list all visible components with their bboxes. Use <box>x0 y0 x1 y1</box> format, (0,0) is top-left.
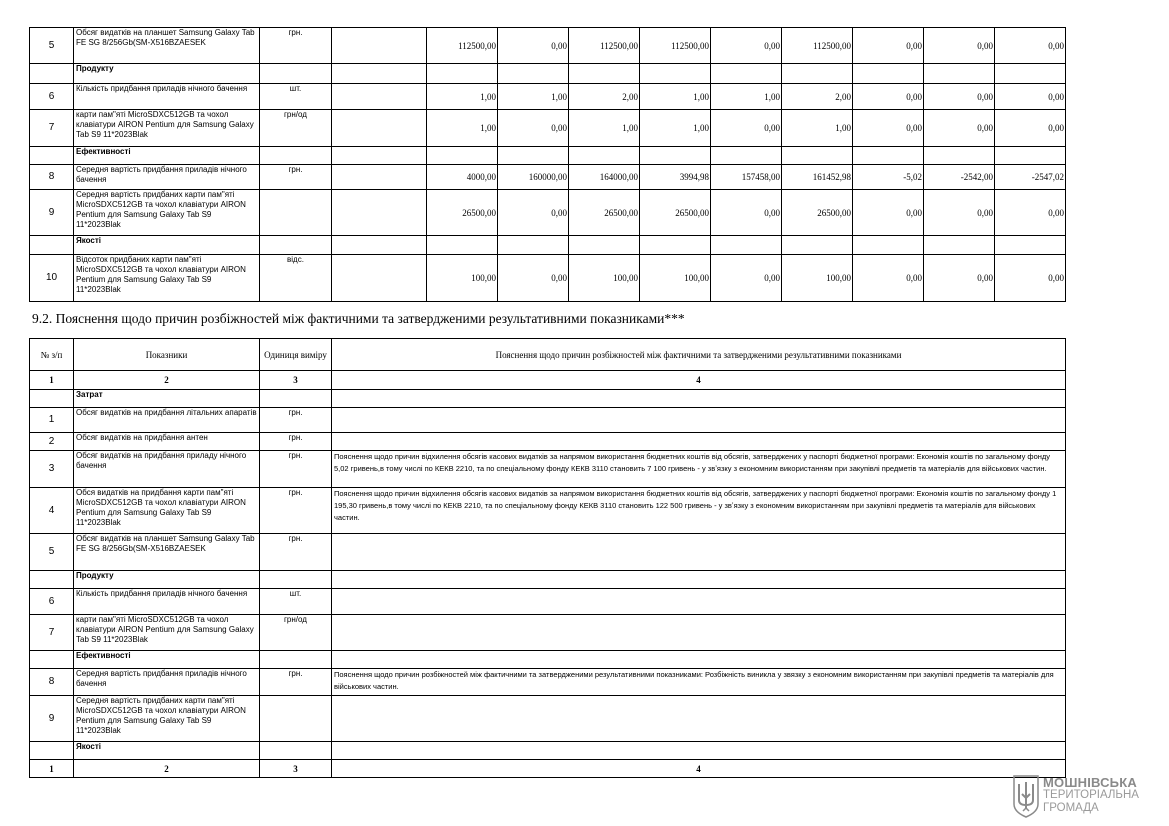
indicator-name: карти пам"яті MicroSDXC512GB та чохол клавіатури AIRON Pentium для Samsung Galaxy Tab S9 11*2023Blak <box>74 110 260 147</box>
indicator-name: карти пам"яті MicroSDXC512GB та чохол клавіатури AIRON Pentium для Samsung Galaxy Tab S9 11*2023Blak <box>74 615 260 651</box>
value-cell: 0,00 <box>711 255 782 302</box>
value-cell: 0,00 <box>995 190 1066 236</box>
section-row <box>30 571 1066 589</box>
value-cell: 0,00 <box>711 190 782 236</box>
value-cell: 0,00 <box>498 190 569 236</box>
logo-line-1: МОШНІВСЬКА <box>1043 775 1137 790</box>
value-cell: 0,00 <box>853 110 924 147</box>
column-number: 4 <box>332 371 1066 390</box>
section-label: Затрат <box>74 390 260 408</box>
community-logo <box>1011 774 1161 818</box>
unit-cell: грн. <box>260 488 332 534</box>
column-number: 1 <box>30 760 74 778</box>
value-cell: 0,00 <box>995 84 1066 110</box>
value-cell: 0,00 <box>711 110 782 147</box>
value-cell: 0,00 <box>498 28 569 64</box>
value-cell: 160000,00 <box>498 165 569 190</box>
value-cell: 112500,00 <box>427 28 498 64</box>
column-numbers-row <box>30 760 1066 778</box>
indicator-name: Обсяг видатків на придбання літальних апаратів <box>74 408 260 433</box>
indicator-name: Обсяг видатків на планшет Samsung Galaxy Tab FE SG 8/256Gb(SM-X516BZAESEK <box>74 28 260 64</box>
value-cell: 0,00 <box>498 110 569 147</box>
table-row <box>30 408 1066 433</box>
explanation-cell <box>332 589 1066 615</box>
table-row <box>30 433 1066 451</box>
value-cell: 164000,00 <box>569 165 640 190</box>
value-cell: 112500,00 <box>782 28 853 64</box>
explanations-table <box>29 338 1066 778</box>
value-cell: 26500,00 <box>782 190 853 236</box>
value-cell: 3994,98 <box>640 165 711 190</box>
value-cell: 100,00 <box>427 255 498 302</box>
row-number: 9 <box>30 696 74 742</box>
row-number: 8 <box>30 165 74 190</box>
unit-cell: грн. <box>260 408 332 433</box>
section-row <box>30 390 1066 408</box>
value-cell: 0,00 <box>995 255 1066 302</box>
header-row <box>30 339 1066 371</box>
table-row <box>30 451 1066 488</box>
value-cell: 0,00 <box>924 255 995 302</box>
value-cell: 26500,00 <box>427 190 498 236</box>
unit-cell <box>260 696 332 742</box>
explanation-cell: Пояснення щодо причин відхилення обсягів касових видатків за напрямом використання бюджетних коштів від обсягів, затверджених у паспорті бюджетної програми: Економія коштів по загальному фонду 5,02 гривень,в тому числі по КЕКВ 2210, та по спеціальному фонду КЕКВ 3110 становить 7 100 гривень - у звʼязку з економним використанням при закупівлі предметів та матеріалів для військових частин. <box>332 451 1066 488</box>
value-cell: 1,00 <box>427 110 498 147</box>
indicator-name: Обсяг видатків на придбання антен <box>74 433 260 451</box>
value-cell: -5,02 <box>853 165 924 190</box>
header-explanation: Пояснення щодо причин розбіжностей між фактичними та затвердженими результативними показниками <box>332 339 1066 371</box>
row-number: 5 <box>30 28 74 64</box>
value-cell: 1,00 <box>498 84 569 110</box>
section-row <box>30 651 1066 669</box>
table-row <box>30 165 1066 190</box>
table-row <box>30 615 1066 651</box>
value-cell: 2,00 <box>782 84 853 110</box>
header-num: № з/п <box>30 339 74 371</box>
value-cell: 161452,98 <box>782 165 853 190</box>
indicator-name: Кількість придбання приладів нічного бачення <box>74 589 260 615</box>
table-row <box>30 190 1066 236</box>
row-number: 6 <box>30 589 74 615</box>
value-cell: 1,00 <box>711 84 782 110</box>
value-cell: 26500,00 <box>640 190 711 236</box>
unit-cell: грн. <box>260 165 332 190</box>
row-number: 7 <box>30 110 74 147</box>
value-cell: 0,00 <box>853 255 924 302</box>
row-number: 9 <box>30 190 74 236</box>
table-row <box>30 669 1066 696</box>
indicator-name: Середня вартість придбання приладів нічного бачення <box>74 165 260 190</box>
value-cell: 0,00 <box>924 84 995 110</box>
row-number: 10 <box>30 255 74 302</box>
table-row <box>30 84 1066 110</box>
column-number: 3 <box>260 760 332 778</box>
value-cell: 100,00 <box>640 255 711 302</box>
explanation-cell: Пояснення щодо причин розбіжностей між фактичними та затвердженими результативними показниками: Розбіжність виникла у звязку з економним використанням при закупівлі предметів та матеріалів для військових частин. <box>332 669 1066 696</box>
unit-cell: грн/од <box>260 615 332 651</box>
section-label: Якості <box>74 236 260 255</box>
row-number: 7 <box>30 615 74 651</box>
indicator-name: Середня вартість придбаних карти пам"яті MicroSDXC512GB та чохол клавіатури AIRON Pentium для Samsung Galaxy Tab S9 11*2023Blak <box>74 696 260 742</box>
section-row <box>30 742 1066 760</box>
row-number: 2 <box>30 433 74 451</box>
value-cell: 0,00 <box>924 28 995 64</box>
value-cell: 1,00 <box>640 84 711 110</box>
indicator-name: Обсяг видатків на придбання приладу нічного бачення <box>74 451 260 488</box>
row-number: 1 <box>30 408 74 433</box>
section-label: Продукту <box>74 64 260 84</box>
value-cell: 0,00 <box>853 190 924 236</box>
value-cell: -2542,00 <box>924 165 995 190</box>
value-cell: 1,00 <box>427 84 498 110</box>
indicator-name: Обсяг видатків на планшет Samsung Galaxy Tab FE SG 8/256Gb(SM-X516BZAESEK <box>74 534 260 571</box>
section-row <box>30 236 1066 255</box>
table-row <box>30 28 1066 64</box>
unit-cell <box>260 190 332 236</box>
table-row <box>30 589 1066 615</box>
value-cell: 4000,00 <box>427 165 498 190</box>
value-cell: 0,00 <box>853 28 924 64</box>
section-row <box>30 147 1066 165</box>
logo-line-2: ТЕРИТОРІАЛЬНА <box>1043 789 1139 801</box>
section-title: 9.2. Пояснення щодо причин розбіжностей між фактичними та затвердженими результативними показниками*** <box>32 311 685 326</box>
header-unit: Одиниця виміру <box>260 339 332 371</box>
unit-cell: грн. <box>260 451 332 488</box>
header-indicator: Показники <box>74 339 260 371</box>
unit-cell: шт. <box>260 84 332 110</box>
row-number: 8 <box>30 669 74 696</box>
explanation-cell <box>332 433 1066 451</box>
table-row <box>30 488 1066 534</box>
value-cell: 112500,00 <box>640 28 711 64</box>
table-row <box>30 110 1066 147</box>
value-cell: 0,00 <box>498 255 569 302</box>
explanation-cell <box>332 408 1066 433</box>
column-number: 3 <box>260 371 332 390</box>
value-cell: 1,00 <box>782 110 853 147</box>
indicators-table <box>29 27 1066 302</box>
value-cell: 0,00 <box>853 84 924 110</box>
value-cell: 2,00 <box>569 84 640 110</box>
value-cell: 1,00 <box>640 110 711 147</box>
unit-cell: грн/од <box>260 110 332 147</box>
indicator-name: Середня вартість придбання приладів нічного бачення <box>74 669 260 696</box>
value-cell: 0,00 <box>995 110 1066 147</box>
value-cell: -2547,02 <box>995 165 1066 190</box>
explanation-cell <box>332 615 1066 651</box>
value-cell: 0,00 <box>711 28 782 64</box>
table-row <box>30 696 1066 742</box>
table-row <box>30 534 1066 571</box>
value-cell: 100,00 <box>782 255 853 302</box>
unit-cell: грн. <box>260 433 332 451</box>
unit-cell: шт. <box>260 589 332 615</box>
explanation-cell <box>332 696 1066 742</box>
value-cell: 157458,00 <box>711 165 782 190</box>
column-number: 1 <box>30 371 74 390</box>
value-cell: 0,00 <box>995 28 1066 64</box>
row-number: 3 <box>30 451 74 488</box>
column-numbers-row <box>30 371 1066 390</box>
column-number: 2 <box>74 760 260 778</box>
section-label: Ефективності <box>74 651 260 669</box>
explanation-cell: Пояснення щодо причин відхилення обсягів касових видатків за напрямом використання бюджетних коштів від обсягів, затверджених у паспорті бюджетної програми: Економія коштів по загальному фонду 1 195,30 гривень,в тому числі по КЕКВ 2210, та по спеціальному фонду КЕКВ 3110 становить 122 500 гривень - у звʼязку з економним використанням при закупівлі предметів та матеріалів для військових частин. <box>332 488 1066 534</box>
logo-line-3: ГРОМАДА <box>1043 802 1099 814</box>
value-cell: 112500,00 <box>569 28 640 64</box>
indicator-name: Середня вартість придбаних карти пам"яті MicroSDXC512GB та чохол клавіатури AIRON Pentium для Samsung Galaxy Tab S9 11*2023Blak <box>74 190 260 236</box>
column-number: 4 <box>332 760 1066 778</box>
row-number: 5 <box>30 534 74 571</box>
section-row <box>30 64 1066 84</box>
row-number: 4 <box>30 488 74 534</box>
unit-cell: грн. <box>260 669 332 696</box>
section-label: Якості <box>74 742 260 760</box>
section-label: Продукту <box>74 571 260 589</box>
value-cell: 26500,00 <box>569 190 640 236</box>
value-cell: 0,00 <box>924 190 995 236</box>
value-cell: 100,00 <box>569 255 640 302</box>
indicator-name: Відсоток придбаних карти пам"яті MicroSDXC512GB та чохол клавіатури AIRON Pentium для Samsung Galaxy Tab S9 11*2023Blak <box>74 255 260 302</box>
column-number: 2 <box>74 371 260 390</box>
table-row <box>30 255 1066 302</box>
explanation-cell <box>332 534 1066 571</box>
section-label: Ефективності <box>74 147 260 165</box>
indicator-name: Кількість придбання приладів нічного бачення <box>74 84 260 110</box>
unit-cell: відс. <box>260 255 332 302</box>
row-number: 6 <box>30 84 74 110</box>
value-cell: 1,00 <box>569 110 640 147</box>
value-cell: 0,00 <box>924 110 995 147</box>
unit-cell: грн. <box>260 534 332 571</box>
indicator-name: Обся видатків на придбання карти пам"яті MicroSDXC512GB та чохол клавіатури AIRON Pentium для Samsung Galaxy Tab S9 11*2023Blak <box>74 488 260 534</box>
trident-emblem-icon <box>1011 774 1041 818</box>
unit-cell: грн. <box>260 28 332 64</box>
